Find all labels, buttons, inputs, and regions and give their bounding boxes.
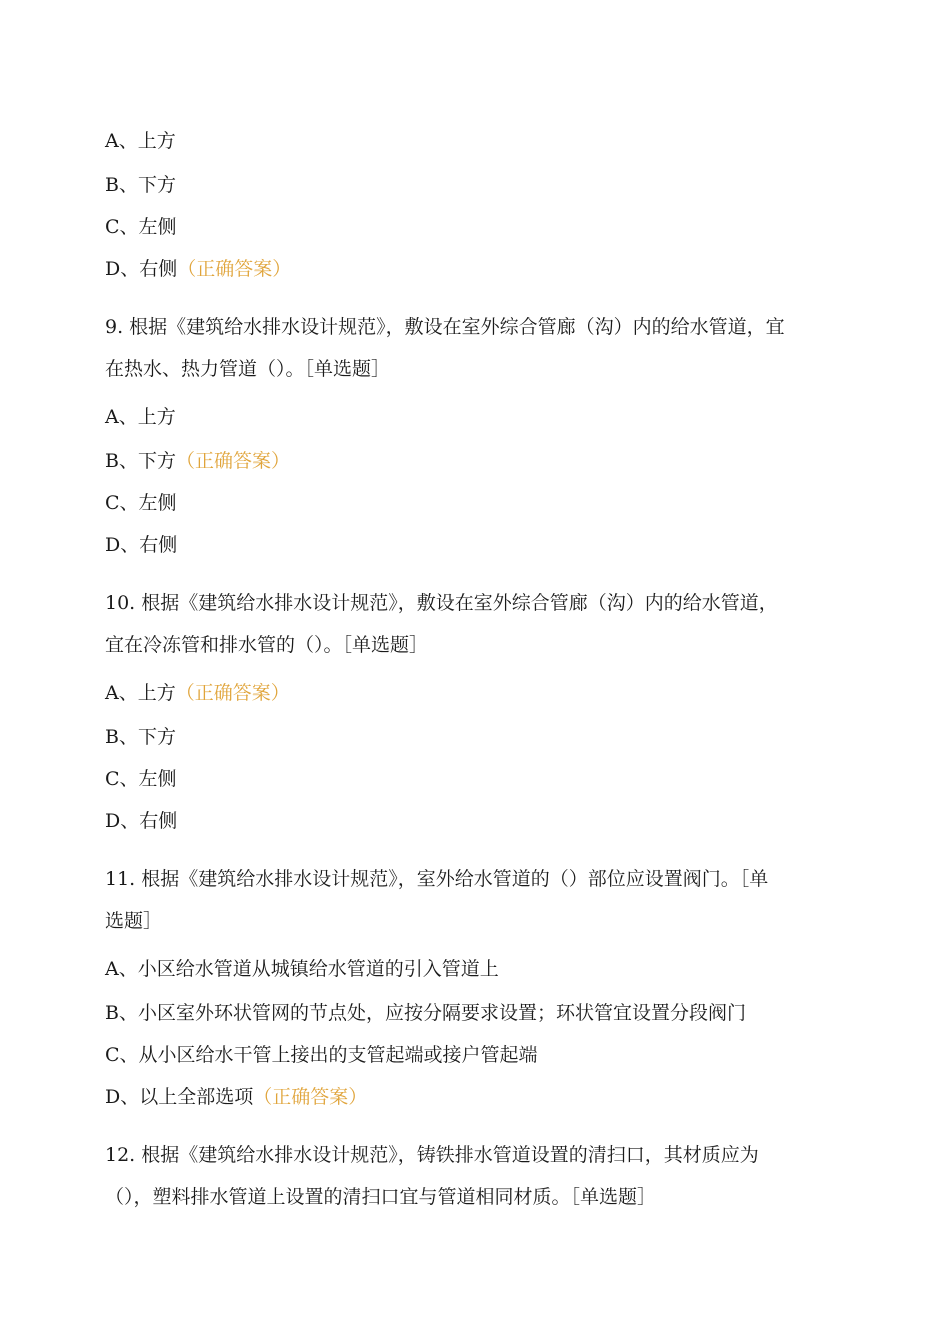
q8-option-b: B、下方 <box>105 174 176 196</box>
q11-stem-line2: 选题］ <box>105 910 163 932</box>
correct-answer-tag: （正确答案） <box>175 450 290 472</box>
correct-answer-tag: （正确答案） <box>175 682 290 704</box>
q11-option-c: C、从小区给水干管上接出的支管起端或接户管起端 <box>105 1044 538 1066</box>
q9-option-d: D、右侧 <box>105 534 178 556</box>
q9-stem-line1: 9. 根据《建筑给水排水设计规范》，敷设在室外综合管廊（沟）内的给水管道，宜 <box>105 316 785 338</box>
q12-stem-line2: （），塑料排水管道上设置的清扫口宜与管道相同材质。［单选题］ <box>105 1186 657 1208</box>
q9-stem-line2: 在热水、热力管道（）。［单选题］ <box>105 358 391 380</box>
q11-option-d: D、以上全部选项（正确答案） <box>105 1086 368 1108</box>
q12-stem-line1: 12. 根据《建筑给水排水设计规范》，铸铁排水管道设置的清扫口，其材质应为 <box>105 1144 759 1166</box>
q10-option-d: D、右侧 <box>105 810 178 832</box>
q9-option-b: B、下方（正确答案） <box>105 450 290 472</box>
correct-answer-tag: （正确答案） <box>253 1086 368 1108</box>
q10-stem-line2: 宜在冷冻管和排水管的（）。［单选题］ <box>105 634 429 656</box>
q11-stem-line1: 11. 根据《建筑给水排水设计规范》，室外给水管道的（）部位应设置阀门。［单 <box>105 868 769 890</box>
q11-option-a: A、小区给水管道从城镇给水管道的引入管道上 <box>105 958 499 980</box>
q9-option-c: C、左侧 <box>105 492 177 514</box>
correct-answer-tag: （正确答案） <box>177 258 292 280</box>
q10-option-c: C、左侧 <box>105 768 177 790</box>
q8-option-c: C、左侧 <box>105 216 177 238</box>
q8-option-a: A、上方 <box>105 130 176 152</box>
q10-option-b: B、下方 <box>105 726 176 748</box>
q10-option-a: A、上方（正确答案） <box>105 682 290 704</box>
q11-option-b: B、小区室外环状管网的节点处，应按分隔要求设置；环状管宜设置分段阀门 <box>105 1002 746 1024</box>
q9-option-a: A、上方 <box>105 406 176 428</box>
q10-stem-line1: 10. 根据《建筑给水排水设计规范》，敷设在室外综合管廊（沟）内的给水管道， <box>105 592 778 614</box>
q8-option-d: D、右侧（正确答案） <box>105 258 292 280</box>
